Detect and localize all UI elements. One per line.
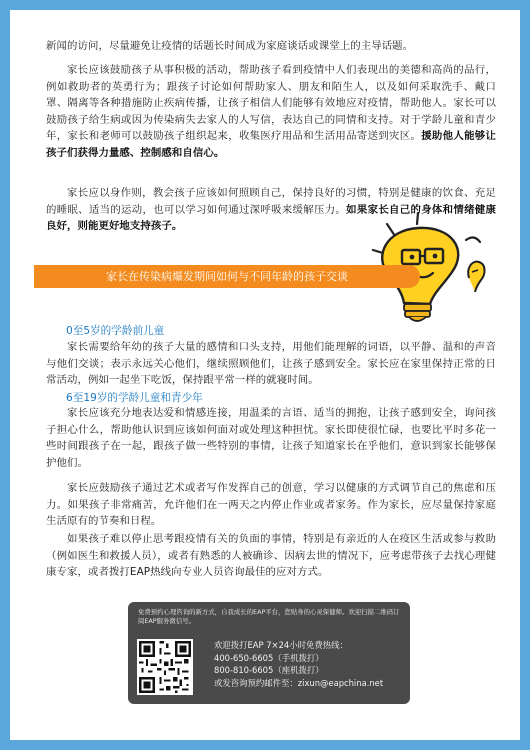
subheading-preschool: 0至5岁的学龄前儿童: [66, 325, 165, 337]
footer-hotline-label: 欢迎拨打EAP 7×24小时免费热线：: [214, 640, 348, 650]
document-page: [10, 10, 520, 740]
paragraph-school-age: 家长应该充分地表达爱和情感连接，用温柔的言语、适当的拥抱，让孩子感到安全，询问孩子担心什么，帮助他认识到应该如何面对或处理这种担忧。家长即使很忙碌，也要比平时多花一些时间跟孩子在一起，跟孩子做一些特别的事情，让孩子知道家长在乎他们，意识到家长能够保护他们。: [46, 407, 496, 469]
eap-contact-footer: [128, 602, 410, 704]
qr-code-icon[interactable]: [137, 639, 193, 695]
footer-email[interactable]: 或发咨询预约邮件至：zixun@eapchina.net: [214, 677, 384, 688]
paragraph-positive-activities-emphasis: 援助他人能够让孩子们获得力量感、控制感和自信心。: [46, 130, 496, 159]
paragraph-lead-by-example-emphasis: 如果家长自己的身体和情绪健康良好，则能更好地支持孩子。: [46, 203, 497, 233]
paragraph-positive-activities: [46, 62, 496, 162]
footer-intro: 免费预约心理咨询的新方式，自我成长的EAP平台，您贴身的心灵保健师。欢迎扫描二维码订阅EAP服务微信号。: [138, 608, 400, 626]
section-banner: 家长在传染病爆发期间如何与不同年龄的孩子交谈: [34, 265, 420, 288]
footer-mobile-number[interactable]: 400-650-6605（手机拨打）: [214, 652, 324, 663]
paragraph-creativity: 家长应鼓励孩子通过艺术或者写作发挥自己的创意，学习以健康的方式调节自己的焦虑和压力。如果孩子非常痛苦，允许他们在一两天之内停止作业或者家务。作为家长，应尽量保持家庭生活原有的节奏和日程。: [46, 482, 496, 528]
paragraph-intro-end: 新闻的访问，尽量避免让疫情的话题长时间成为家庭谈话或课堂上的主导话题。: [46, 40, 414, 52]
subheading-school-age: 6至19岁的学龄儿童和青少年: [66, 392, 203, 404]
paragraph-positive-activities-text: 家长应该鼓励孩子从事积极的活动，帮助孩子看到疫情中人们表现出的美德和高尚的品行，例如救助者的英勇行为；跟孩子讨论如何帮助家人、朋友和陌生人，以及如何采取洗手、戴口罩、隔离等各种措施防止疾病传播，让孩子相信人们能够有效地应对疫情，帮助他人。家长可以鼓励孩子给生病或因为传染病失去家人的人写信，表达自己的同情和支持。对于学龄儿童和青少年，家长和老师可以鼓励孩子组织起来，收集医疗用品和生活用品寄送到灾区。: [46, 64, 496, 143]
paragraph-preschool: 家长需要给年幼的孩子大量的感情和口头支持，用他们能理解的词语，以平静、温和的声音与他们交谈；表示永远关心他们，继续照顾他们，让孩子感到安全。家长应在家里保持正常的日常活动，例如一起坐下吃饭，保持跟平常一样的就寝时间。: [46, 341, 496, 387]
footer-landline-number[interactable]: 800-810-6605（座机拨打）: [214, 665, 324, 676]
footer-contact-lines: [214, 639, 410, 689]
paragraph-professional-help: 如果孩子难以停止思考跟疫情有关的负面的事情，特别是有亲近的人在疫区生活或参与救助（例如医生和救援人员），或者有熟悉的人被确诊、因病去世的情况下，应考虑带孩子去找心理健康专家，或者拨打EAP热线向专业人员咨询最佳的应对方式。: [46, 533, 496, 579]
paragraph-lead-by-example-text: 家长应以身作则，教会孩子应该如何照顾自己，保持良好的习惯，特别是健康的饮食、充足的睡眠、适当的运动，也可以学习如何通过深呼吸来缓解压力。: [46, 187, 496, 216]
